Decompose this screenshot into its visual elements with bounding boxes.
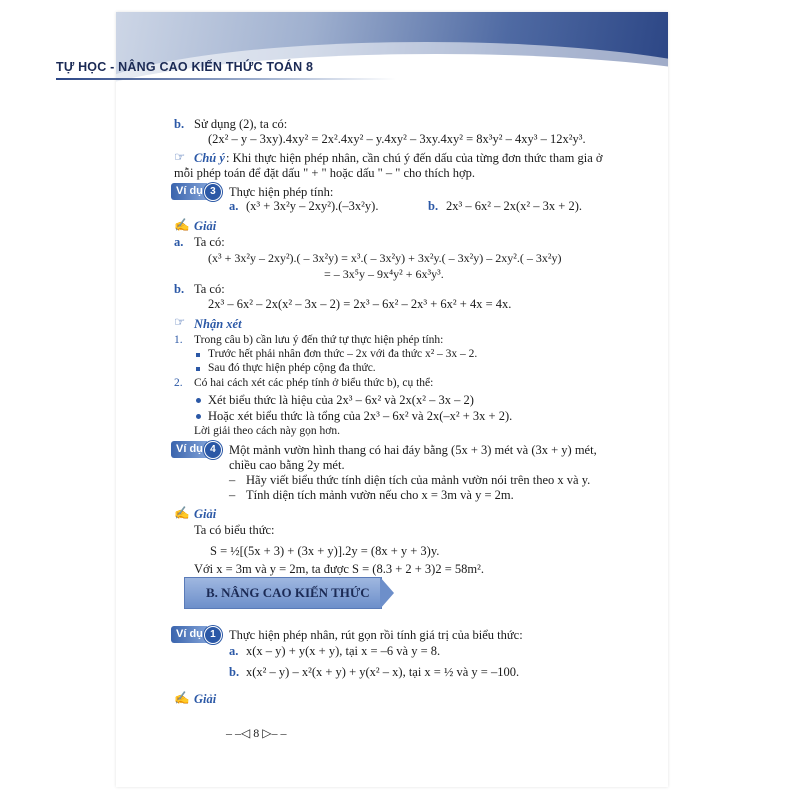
note-label: Chú ý — [194, 151, 225, 165]
solution-label: Giải — [194, 692, 217, 706]
example-tag: Ví dụ — [171, 626, 207, 643]
area-formula: S = ½[(5x + 3) + (3x + y)].2y = (8x + y + 3)y. — [210, 544, 440, 558]
pointing-hand-icon: ☞ — [174, 315, 186, 329]
remark-label: Nhận xét — [194, 317, 242, 331]
item-b-text: Sử dụng (2), ta có: — [194, 117, 288, 131]
example-tag: Ví dụ — [171, 441, 207, 458]
solution-label: Giải — [194, 219, 217, 233]
page-number: – –◁ 8 ▷– – — [226, 726, 287, 740]
section-b-title: B. NÂNG CAO KIẾN THỨC — [206, 585, 370, 600]
solution-a-intro: Ta có: — [194, 235, 225, 249]
solution-b-line1: 2x³ – 6x² – 2x(x² – 3x – 2) = 2x³ – 6x² – 2x³ + 6x² + 4x = 4x. — [208, 297, 512, 311]
pointing-hand-icon: ☞ — [174, 150, 186, 164]
header-underline — [56, 78, 396, 80]
bullet-dot — [196, 414, 201, 419]
example-4-task-1: Hãy viết biểu thức tính diện tích của mảnh vườn nói trên theo x và y. — [246, 473, 591, 487]
example-1-b-text: x(x² – y) – x²(x + y) + y(x² – x), tại x = ½ và y = –100. — [246, 665, 520, 679]
solution-a-label: a. — [174, 235, 184, 249]
example-4-badge — [171, 441, 222, 458]
example-3-badge — [171, 183, 222, 200]
remark-1-bullet-1: Trước hết phải nhân đơn thức – 2x với đa thức x² – 3x – 2. — [208, 348, 478, 360]
item-b-label: b. — [174, 117, 185, 131]
remark-1-text: Trong câu b) cần lưu ý đến thứ tự thực hiện phép tính: — [194, 334, 444, 346]
remark-2-bullet-1: Xét biểu thức là hiệu của 2x³ – 6x² và 2x(x² – 3x – 2) — [208, 393, 474, 407]
pencil-icon: ✍ — [174, 691, 190, 705]
example-3-a-text: (x³ + 3x²y – 2xy²).(–3x²y). — [246, 199, 379, 213]
example-3-b-text: 2x³ – 6x² – 2x(x² – 3x + 2). — [446, 199, 582, 213]
example-number: 4 — [204, 441, 222, 459]
pencil-icon: ✍ — [174, 218, 190, 232]
example-tag: Ví dụ — [171, 183, 207, 200]
solution-b-intro: Ta có: — [194, 282, 225, 296]
section-b-arrow — [380, 577, 394, 609]
note-text-1: : Khi thực hiện phép nhân, cần chú ý đến dấu của từng đơn thức tham gia ở — [226, 151, 603, 165]
example-1-prompt: Thực hiện phép nhân, rút gọn rồi tính giá trị của biểu thức: — [229, 628, 523, 642]
note-text-2: mỗi phép toán để đặt dấu " + " hoặc dấu " – " cho thích hợp. — [174, 166, 476, 180]
item-b-equation: (2x² – y – 3xy).4xy² = 2x².4xy² – y.4xy² – 3xy.4xy² = 8x³y² – 4xy³ – 12x²y³. — [208, 132, 586, 146]
dash-marker: – — [229, 488, 236, 502]
example-number: 1 — [204, 626, 222, 644]
bullet-square — [196, 353, 200, 357]
book-title: TỰ HỌC - NÂNG CAO KIẾN THỨC TOÁN 8 — [56, 60, 314, 74]
remark-2-bullet-2: Hoặc xét biểu thức là tổng của 2x³ – 6x² và 2x(–x² + 3x + 2). — [208, 409, 513, 423]
example-number: 3 — [204, 183, 222, 201]
bullet-square — [196, 367, 200, 371]
solution-a-line1: (x³ + 3x²y – 2xy²).( – 3x²y) = x³.( – 3x²y) + 3x²y.( – 3x²y) – 2xy².( – 3x²y) — [208, 251, 562, 265]
solution-a-line2: = – 3x⁵y – 9x⁴y² + 6x³y³. — [324, 267, 444, 281]
example-1-badge — [171, 626, 222, 643]
remark-2-text: Có hai cách xét các phép tính ở biểu thức b), cụ thể: — [194, 377, 434, 389]
example-1-b-label: b. — [229, 665, 240, 679]
area-result: Với x = 3m và y = 2m, ta được S = (8.3 + 2 + 3)2 = 58m². — [194, 562, 484, 576]
example-1-a-text: x(x – y) + y(x + y), tại x = –6 và y = 8. — [246, 644, 441, 658]
solution-intro: Ta có biểu thức: — [194, 523, 275, 537]
bullet-dot — [196, 398, 201, 403]
remark-2-num: 2. — [174, 377, 183, 389]
example-4-line2: chiều cao bằng 2y mét. — [229, 458, 345, 472]
example-1-a-label: a. — [229, 644, 239, 658]
example-4-task-2: Tính diện tích mảnh vườn nếu cho x = 3m và y = 2m. — [246, 488, 514, 502]
example-3-a-label: a. — [229, 199, 239, 213]
example-3-b-label: b. — [428, 199, 439, 213]
section-b-banner — [184, 577, 404, 607]
example-4-line1: Một mảnh vườn hình thang có hai đáy bằng (5x + 3) mét và (3x + y) mét, — [229, 443, 597, 457]
remark-conclusion: Lời giải theo cách này gọn hơn. — [194, 425, 340, 437]
solution-b-label: b. — [174, 282, 185, 296]
example-3-prompt: Thực hiện phép tính: — [229, 185, 334, 199]
dash-marker: – — [229, 473, 236, 487]
remark-1-num: 1. — [174, 334, 183, 346]
remark-1-bullet-2: Sau đó thực hiện phép cộng đa thức. — [208, 362, 376, 374]
solution-label: Giải — [194, 507, 217, 521]
pencil-icon: ✍ — [174, 506, 190, 520]
